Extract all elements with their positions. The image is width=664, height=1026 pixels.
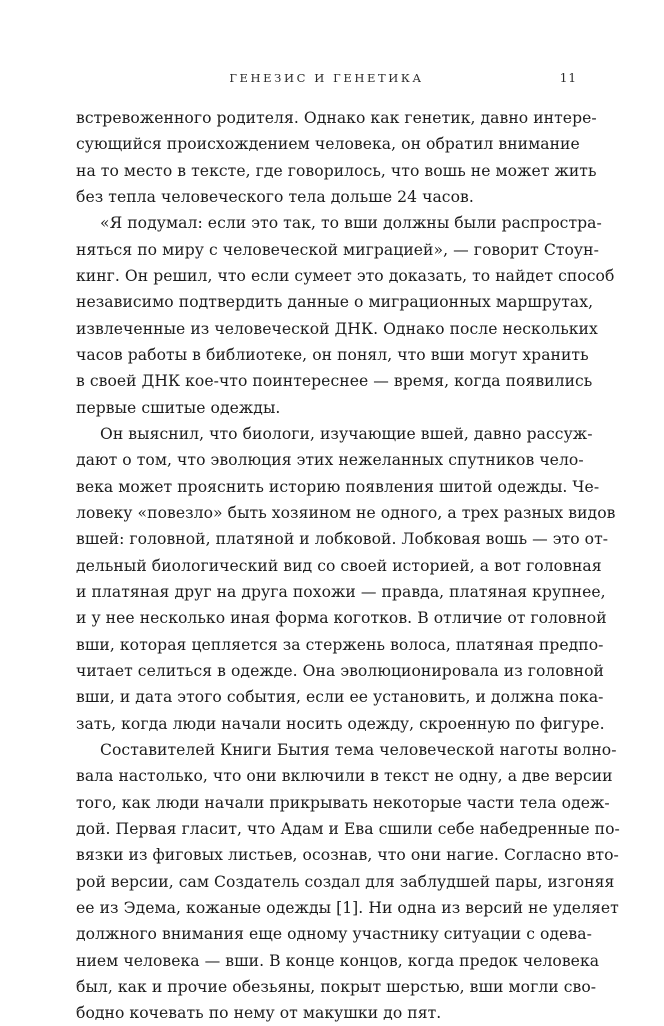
- text-line: Составителей Книги Бытия тема человеческой наготы волно-: [100, 740, 617, 759]
- text-line: без тепла человеческого тела дольше 24 часов.: [76, 187, 474, 206]
- text-line: часов работы в библиотеке, он понял, что вши могут хранить: [76, 345, 589, 364]
- body-text: [76, 105, 620, 1026]
- text-line: на то место в тексте, где говорилось, что вошь не может жить: [76, 161, 597, 180]
- text-line: и у нее несколько иная форма коготков. В отличие от головной: [76, 609, 607, 628]
- text-line: вала настолько, что они включили в текст не одну, а две версии: [76, 767, 613, 786]
- running-title: ГЕНЕЗИС И ГЕНЕТИКА: [229, 71, 424, 85]
- text-line: ее из Эдема, кожаные одежды [1]. Ни одна из версий не уделяет: [76, 898, 619, 917]
- text-line: дельный биологический вид со своей историей, а вот головная: [76, 556, 602, 575]
- text-line: вши, которая цепляется за стержень волоса, платяная предпо-: [76, 635, 604, 654]
- text-line: встревоженного родителя. Однако как генетик, давно интере-: [76, 109, 597, 127]
- text-line: извлеченные из человеческой ДНК. Однако после нескольких: [76, 319, 598, 338]
- text-line: рой версии, сам Создатель создал для заблудшей пары, изгоняя: [76, 872, 615, 891]
- text-line: и платяная друг на друга похожи — правда, платяная крупнее,: [76, 582, 606, 601]
- text-line: был, как и прочие обезьяны, покрыт шерстью, вши могли сво-: [76, 977, 597, 996]
- text-line: бодно кочевать по нему от макушки до пят.: [76, 1004, 442, 1023]
- text-line: должного внимания еще одному участнику ситуации с одева-: [76, 925, 592, 944]
- text-line: нием человека — вши. В конце концов, когда предок человека: [76, 951, 600, 970]
- text-line: кинг. Он решил, что если сумеет это доказать, то найдет способ: [76, 266, 615, 285]
- text-line: вязки из фиговых листьев, осознав, что они нагие. Согласно вто-: [76, 846, 619, 865]
- text-line: Он выяснил, что биологи, изучающие вшей, давно рассуж-: [100, 424, 593, 443]
- text-line: независимо подтвердить данные о миграционных маршрутах,: [76, 293, 594, 312]
- text-line: ловеку «повезло» быть хозяином не одного, а трех разных видов: [76, 503, 616, 522]
- text-line: сующийся происхождением человека, он обратил внимание: [76, 135, 580, 154]
- text-line: века может прояснить историю появления шитой одежды. Че-: [76, 477, 600, 496]
- text-line: того, как люди начали прикрывать некоторые части тела одеж-: [76, 793, 610, 812]
- text-line: няться по миру с человеческой миграцией», — говорит Стоун-: [76, 240, 599, 259]
- text-line: дают о том, что эволюция этих нежеланных спутников чело-: [76, 451, 584, 470]
- text-line: читает селиться в одежде. Она эволюционировала из головной: [76, 661, 604, 680]
- text-line: зать, когда люди начали носить одежду, скроенную по фигуре.: [76, 714, 605, 733]
- text-line: дой. Первая гласит, что Адам и Ева сшили себе набедренные по-: [76, 819, 620, 838]
- text-line: вшей: головной, платяной и лобковой. Лобковая вошь — это от-: [76, 530, 609, 549]
- text-line: «Я подумал: если это так, то вши должны были распростра-: [100, 214, 602, 233]
- page-number: 11: [559, 71, 577, 85]
- text-line: первые сшитые одежды.: [76, 398, 281, 417]
- text-line: вши, и дата этого события, если ее установить, и должна пока-: [76, 688, 604, 707]
- text-line: в своей ДНК кое-что поинтереснее — время, когда появились: [76, 372, 593, 391]
- running-head: [76, 69, 577, 87]
